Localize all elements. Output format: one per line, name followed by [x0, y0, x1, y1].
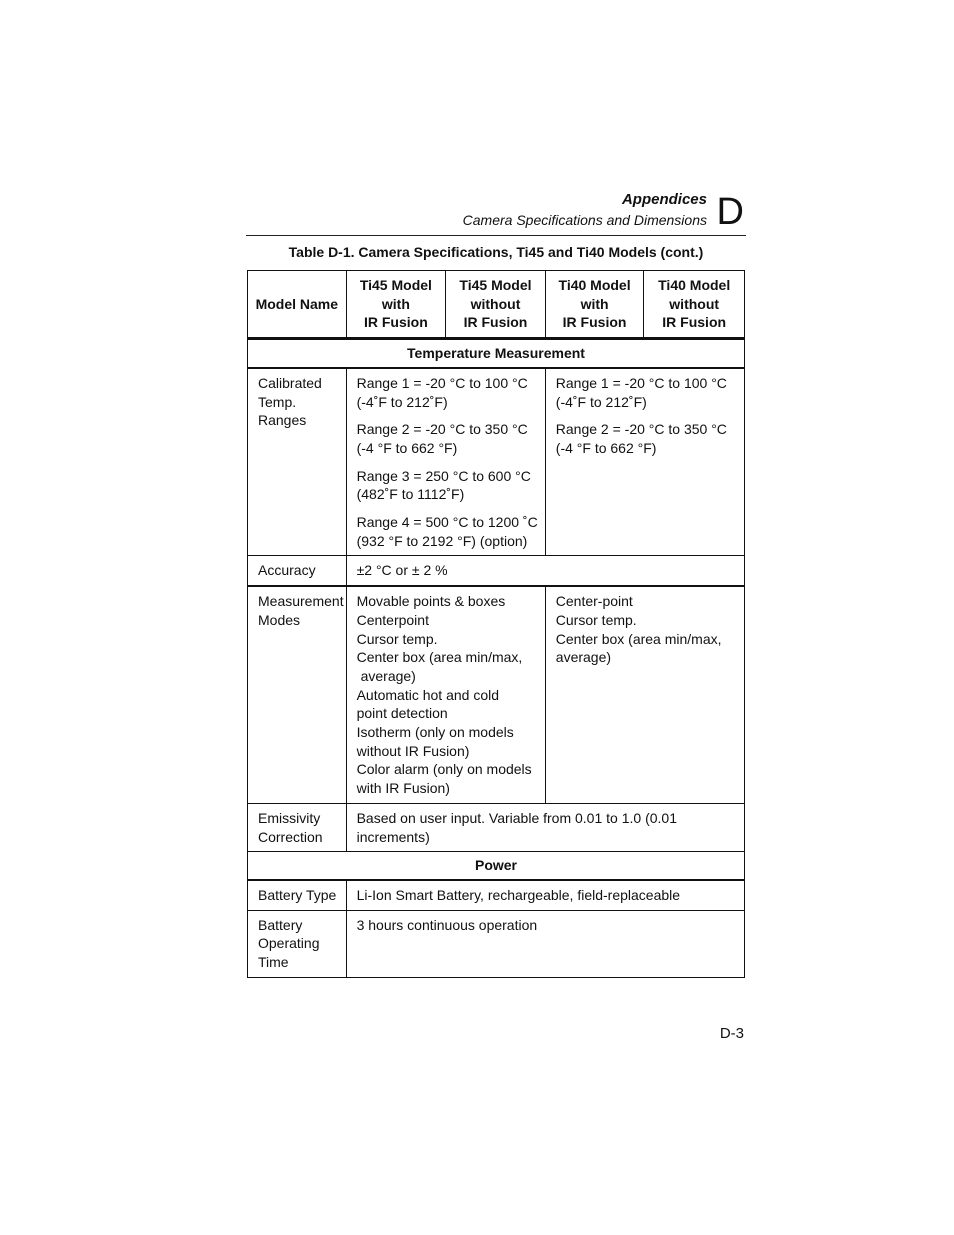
table-row-accuracy	[248, 556, 745, 586]
text-line: average)	[555, 649, 612, 666]
range-2-ti40	[556, 420, 738, 457]
text-line: Time	[258, 954, 289, 971]
table-row-measurement-modes	[248, 586, 745, 803]
range-1-ti45	[357, 374, 539, 411]
text-line: Cursor temp.	[356, 630, 438, 647]
row-label-battery-time	[248, 910, 347, 977]
range-3-ti45	[357, 467, 539, 504]
text-line: point detection	[356, 705, 448, 722]
cell-battery-time: 3 hours continuous operation	[346, 910, 744, 977]
row-label-battery-type: Battery Type	[248, 880, 347, 910]
text-line: (-4˚F to 212˚F)	[555, 393, 647, 410]
text-line: average)	[360, 667, 416, 684]
cell-modes-ti40	[545, 586, 744, 803]
range-1-ti40	[556, 374, 738, 411]
text-line: Model Name	[255, 295, 339, 312]
text-line: with IR Fusion)	[356, 780, 450, 797]
table-row-battery-time	[248, 910, 745, 977]
cell-modes-ti45	[346, 586, 545, 803]
cell-calibrated-ti40	[545, 368, 744, 556]
text-line: Automatic hot and cold	[356, 686, 500, 703]
text-line: Ti45 Model	[359, 277, 432, 293]
row-label-measurement-modes	[248, 586, 347, 803]
header-section-title: Appendices	[621, 191, 707, 208]
text-line: Based on user input. Variable from 0.01 to 1.0 (0.01	[356, 809, 677, 826]
text-line: Measurement	[258, 593, 344, 610]
text-line: Cursor temp.	[555, 611, 637, 628]
range-4-ti45	[357, 513, 539, 550]
col-header-ti40-with-fusion	[545, 271, 644, 339]
col-header-ti45-without-fusion	[446, 271, 546, 339]
table-header-row	[248, 271, 745, 339]
text-line: Range 2 = -20 °C to 350 °C	[555, 421, 727, 438]
text-line: Ranges	[258, 412, 307, 429]
text-line: (-4 °F to 662 °F)	[555, 439, 657, 456]
text-line: Correction	[258, 828, 323, 845]
text-line: (932 °F to 2192 °F) (option)	[356, 532, 528, 549]
page-header	[246, 190, 746, 236]
text-line: Centerpoint	[356, 611, 429, 628]
text-line: increments)	[356, 828, 430, 845]
cell-calibrated-ti45	[346, 368, 545, 556]
text-line: Ti45 Model	[459, 277, 532, 293]
text-line: Ti40 Model	[658, 277, 731, 293]
text-line: without IR Fusion)	[356, 742, 470, 759]
text-line: Range 1 = -20 °C to 100 °C	[356, 374, 528, 391]
text-line: Battery	[258, 916, 303, 933]
text-line: without	[470, 295, 521, 312]
spec-table	[247, 270, 745, 978]
col-header-model-name	[248, 271, 347, 339]
text-line: (-4˚F to 212˚F)	[356, 393, 448, 410]
text-line: Emissivity	[258, 809, 321, 826]
text-line: Range 3 = 250 °C to 600 °C	[356, 467, 531, 484]
text-line: Range 1 = -20 °C to 100 °C	[555, 374, 727, 391]
text-line: with	[381, 295, 410, 312]
text-line: with	[580, 295, 609, 312]
page-number: D-3	[719, 1025, 744, 1042]
text-line: Operating	[258, 935, 320, 952]
col-header-ti40-without-fusion	[644, 271, 745, 339]
section-row-power	[248, 852, 745, 880]
cell-accuracy: ±2 °C or ± 2 %	[346, 556, 744, 586]
text-line: Isotherm (only on models	[356, 724, 514, 741]
text-line: Color alarm (only on models	[356, 761, 532, 778]
table-row-battery-type	[248, 880, 745, 910]
text-line: IR Fusion	[562, 314, 627, 331]
text-line: Center box (area min/max,	[356, 649, 523, 666]
col-header-ti45-with-fusion	[346, 271, 446, 339]
text-line: (-4 °F to 662 °F)	[356, 439, 458, 456]
text-line: Movable points & boxes	[356, 593, 506, 610]
section-title-power: Power	[248, 852, 745, 880]
text-line: Temp.	[258, 393, 297, 410]
table-caption: Table D-1. Camera Specifications, Ti45 and Ti40 Models (cont.)	[288, 244, 704, 260]
text-line: Center-point	[555, 593, 633, 610]
text-line: Ti40 Model	[558, 277, 631, 293]
section-row-temperature	[248, 339, 745, 368]
text-line: Range 2 = -20 °C to 350 °C	[356, 421, 528, 438]
text-line: without	[669, 295, 720, 312]
row-label-calibrated	[248, 368, 347, 556]
text-line: IR Fusion	[662, 314, 727, 331]
table-row-emissivity	[248, 803, 745, 851]
header-subtitle: Camera Specifications and Dimensions	[462, 212, 707, 228]
cell-battery-type: Li-Ion Smart Battery, rechargeable, field-replaceable	[346, 880, 744, 910]
range-2-ti45	[357, 420, 539, 457]
text-line: Center box (area min/max,	[555, 630, 722, 647]
cell-emissivity	[346, 803, 744, 851]
text-line: IR Fusion	[363, 314, 428, 331]
row-label-accuracy: Accuracy	[248, 556, 347, 586]
text-line: Calibrated	[258, 374, 322, 391]
text-line: IR Fusion	[463, 314, 528, 331]
row-label-emissivity	[248, 803, 347, 851]
text-line: Range 4 = 500 °C to 1200 ˚C	[356, 514, 538, 531]
table-row-calibrated	[248, 368, 745, 556]
text-line: (482˚F to 1112˚F)	[356, 486, 465, 503]
appendix-letter: D	[716, 191, 744, 233]
section-title-temperature: Temperature Measurement	[248, 339, 745, 368]
text-line: Modes	[258, 611, 301, 628]
